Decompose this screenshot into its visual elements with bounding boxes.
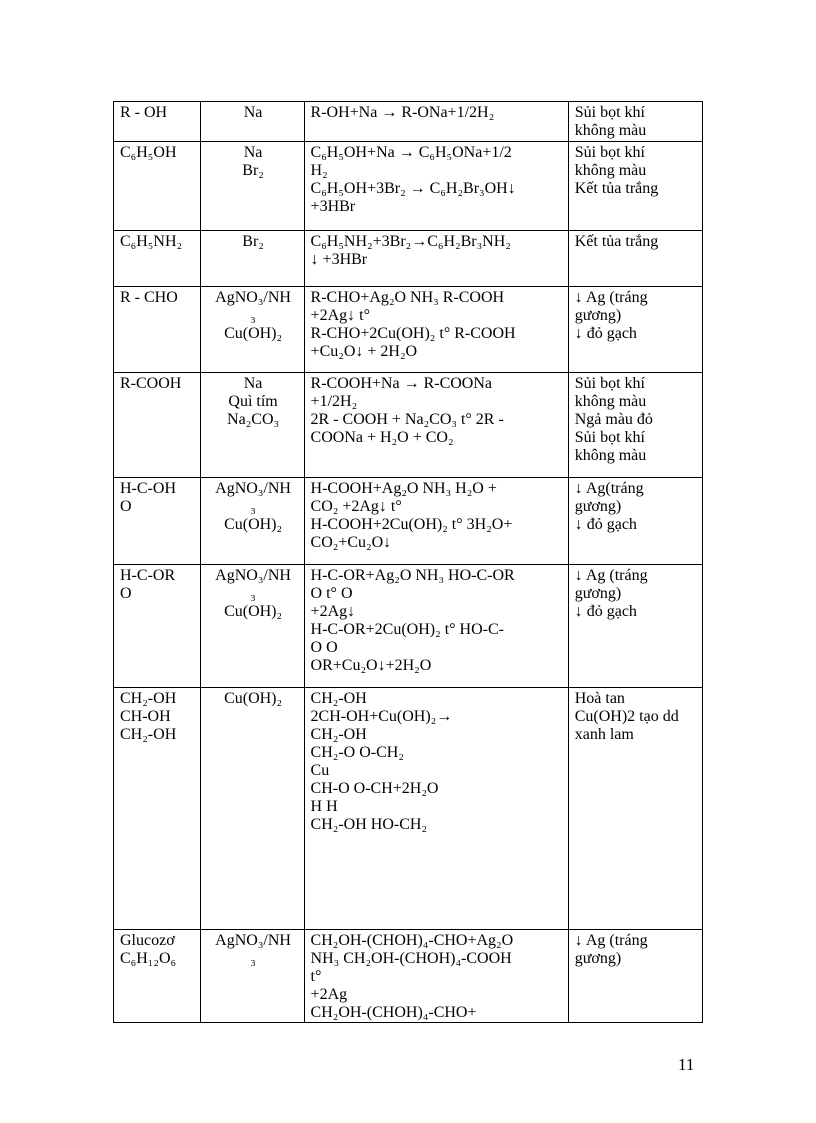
cell-line: CH₂-OH HO-CH₂ (310, 816, 428, 833)
cell-line: R-COOH (120, 375, 182, 392)
cell-line: Na (243, 104, 263, 121)
cell-line: Cu(OH)₂ (224, 690, 283, 707)
cell-line: xanh lam (574, 726, 634, 743)
table-row (114, 231, 703, 287)
cell-c2 (200, 373, 304, 478)
cell-c3 (304, 142, 568, 231)
cell-line: Na (243, 144, 263, 161)
cell-line: C₆H₅OH+Na → C₆H₅ONa+1/2 (310, 144, 512, 161)
cell-line: CH₂-OH (310, 690, 367, 707)
cell-line: H-C-OR (120, 567, 176, 584)
cell-line: C₆H₁₂O₆ (120, 950, 177, 967)
cell-line: H-C-OR+Ag₂O NH₃ HO-C-OR (310, 567, 515, 584)
cell-line: Cu(OH)₂ (224, 603, 283, 620)
cell-line: O (120, 585, 132, 602)
cell-c3 (304, 930, 568, 1023)
cell-line: CH₂-OH (120, 726, 177, 743)
cell-c1 (114, 373, 201, 478)
cell-line: không màu (574, 162, 647, 179)
cell-line: không màu (574, 447, 647, 464)
cell-line: +1/2H₂ (310, 393, 358, 410)
cell-line: Br₂ (242, 162, 264, 179)
cell-line: t° (310, 968, 322, 985)
cell-c1 (114, 231, 201, 287)
cell-c3 (304, 373, 568, 478)
cell-line: AgNO₃/NH (215, 932, 291, 949)
cell-line: C₆H₅OH (120, 144, 177, 161)
page-number: 11 (678, 1055, 695, 1074)
cell-line: ↓ Ag (tráng (574, 567, 648, 584)
cell-line: 2R - COOH + Na₂CO₃ t° 2R - (310, 411, 504, 428)
cell-line: gương) (574, 498, 622, 515)
cell-c2 (200, 478, 304, 565)
cell-line: O (120, 498, 132, 515)
cell-c2 (200, 565, 304, 688)
cell-line: O t° O (310, 585, 353, 602)
cell-line: R-COOH+Na → R-COONa (310, 375, 492, 392)
cell-c4 (568, 565, 702, 688)
cell-line: CH₂OH-(CHOH)₄-CHO+ (310, 1004, 477, 1021)
cell-line: ₃ (250, 307, 256, 324)
cell-c3 (304, 287, 568, 373)
cell-line: H-COOH+2Cu(OH)₂ t° 3H₂O+ (310, 516, 513, 533)
cell-line: gương) (574, 307, 622, 324)
cell-c2 (200, 231, 304, 287)
cell-line: Kết tủa trắng (574, 233, 659, 250)
cell-c1 (114, 930, 201, 1023)
cell-c2 (200, 287, 304, 373)
cell-line: AgNO₃/NH (215, 480, 291, 497)
cell-line: H-C-OR+2Cu(OH)₂ t° HO-C- (310, 621, 504, 638)
cell-line: O O (310, 639, 338, 656)
cell-c2 (200, 688, 304, 930)
cell-line: CH-OH (120, 708, 171, 725)
cell-line: 2CH-OH+Cu(OH)₂→ (310, 708, 453, 725)
cell-line: Na (243, 375, 263, 392)
cell-line: Sủi bọt khí (574, 104, 645, 121)
cell-c4 (568, 287, 702, 373)
cell-line: Cu(OH)2 tạo dd (574, 708, 679, 725)
cell-c3 (304, 231, 568, 287)
cell-line: CH₂-OH (310, 726, 367, 743)
cell-line: NH₃ CH₂OH-(CHOH)₄-COOH (310, 950, 512, 967)
cell-line: R-CHO+Ag₂O NH₃ R-COOH (310, 289, 505, 306)
cell-c4 (568, 231, 702, 287)
cell-line: Cu(OH)₂ (224, 516, 283, 533)
cell-line: R - CHO (120, 289, 178, 306)
cell-line: H-C-OH (120, 480, 176, 497)
table-row (114, 287, 703, 373)
cell-c1 (114, 287, 201, 373)
cell-line: CH₂-O O-CH₂ (310, 744, 404, 761)
cell-line: AgNO₃/NH (215, 567, 291, 584)
cell-line: R-CHO+2Cu(OH)₂ t° R-COOH (310, 325, 516, 342)
cell-line: Sủi bọt khí (574, 375, 645, 392)
cell-line: CH₂-OH (120, 690, 177, 707)
cell-line: không màu (574, 393, 647, 410)
cell-line: +2Ag (310, 986, 348, 1003)
cell-line: ₃ (250, 950, 256, 967)
cell-c1 (114, 688, 201, 930)
cell-c4 (568, 102, 702, 142)
cell-line: Na₂CO₃ (227, 411, 280, 428)
cell-c3 (304, 565, 568, 688)
cell-line: ↓ Ag (tráng (574, 289, 648, 306)
cell-line: H₂ (310, 162, 328, 179)
cell-line: COONa + H₂O + CO₂ (310, 429, 454, 446)
cell-line: Kết tủa trắng (574, 180, 659, 197)
cell-line: Hoà tan (574, 690, 625, 707)
cell-c4 (568, 478, 702, 565)
cell-line: R-OH+Na → R-ONa+1/2H₂ (310, 104, 495, 121)
cell-line: R - OH (120, 104, 168, 121)
cell-c1 (114, 102, 201, 142)
table-row (114, 478, 703, 565)
cell-c3 (304, 478, 568, 565)
cell-line: C₆H₅OH+3Br₂ → C₆H₂Br₃OH↓ (310, 180, 516, 197)
cell-line: Ngả màu đỏ (574, 411, 653, 428)
cell-c1 (114, 565, 201, 688)
cell-line: gương) (574, 585, 622, 602)
cell-line: H H (310, 798, 338, 815)
cell-c1 (114, 142, 201, 231)
cell-line: ↓ đỏ gạch (574, 603, 637, 620)
cell-line: C₆H₅NH₂ (120, 233, 183, 250)
cell-line: AgNO₃/NH (215, 289, 291, 306)
cell-c4 (568, 688, 702, 930)
cell-line: ₃ (250, 498, 256, 515)
cell-line: ↓ Ag (tráng (574, 932, 648, 949)
cell-c4 (568, 142, 702, 231)
cell-line: OR+Cu₂O↓+2H₂O (310, 657, 432, 674)
reaction-table (113, 101, 703, 1023)
cell-line: CH-O O-CH+2H₂O (310, 780, 439, 797)
cell-line: gương) (574, 950, 622, 967)
cell-c4 (568, 930, 702, 1023)
cell-line: Br₂ (242, 233, 264, 250)
cell-line: Sủi bọt khí (574, 144, 645, 161)
cell-line: ↓ +3HBr (310, 251, 368, 268)
cell-line: +2Ag↓ (310, 603, 356, 620)
table-row (114, 565, 703, 688)
cell-c3 (304, 102, 568, 142)
table-row (114, 930, 703, 1023)
cell-line: Cu(OH)₂ (224, 325, 283, 342)
cell-line: Cu (310, 762, 330, 779)
cell-line: CO₂ +2Ag↓ t° (310, 498, 402, 515)
cell-line: ↓ đỏ gạch (574, 516, 637, 533)
cell-line: không màu (574, 122, 647, 139)
cell-line: ↓ Ag(tráng (574, 480, 644, 497)
cell-c2 (200, 102, 304, 142)
cell-c3 (304, 688, 568, 930)
cell-line: CO₂+Cu₂O↓ (310, 534, 392, 551)
cell-line: C₆H₅NH₂+3Br₂→C₆H₂Br₃NH₂ (310, 233, 511, 250)
cell-line: ↓ đỏ gạch (574, 325, 637, 342)
table-row (114, 688, 703, 930)
cell-line: CH₂OH-(CHOH)₄-CHO+Ag₂O (310, 932, 514, 949)
cell-c2 (200, 142, 304, 231)
cell-line: ₃ (250, 585, 256, 602)
cell-c2 (200, 930, 304, 1023)
cell-line: +3HBr (310, 198, 356, 215)
table-row (114, 373, 703, 478)
table-row (114, 142, 703, 231)
cell-line: +2Ag↓ t° (310, 307, 370, 324)
cell-c1 (114, 478, 201, 565)
cell-line: H-COOH+Ag₂O NH₃ H₂O + (310, 480, 497, 497)
cell-line: Quì tím (228, 393, 278, 410)
cell-line: Glucozơ (120, 932, 175, 949)
cell-line: +Cu₂O↓ + 2H₂O (310, 343, 418, 360)
cell-line: Sủi bọt khí (574, 429, 645, 446)
cell-c4 (568, 373, 702, 478)
table-row (114, 102, 703, 142)
